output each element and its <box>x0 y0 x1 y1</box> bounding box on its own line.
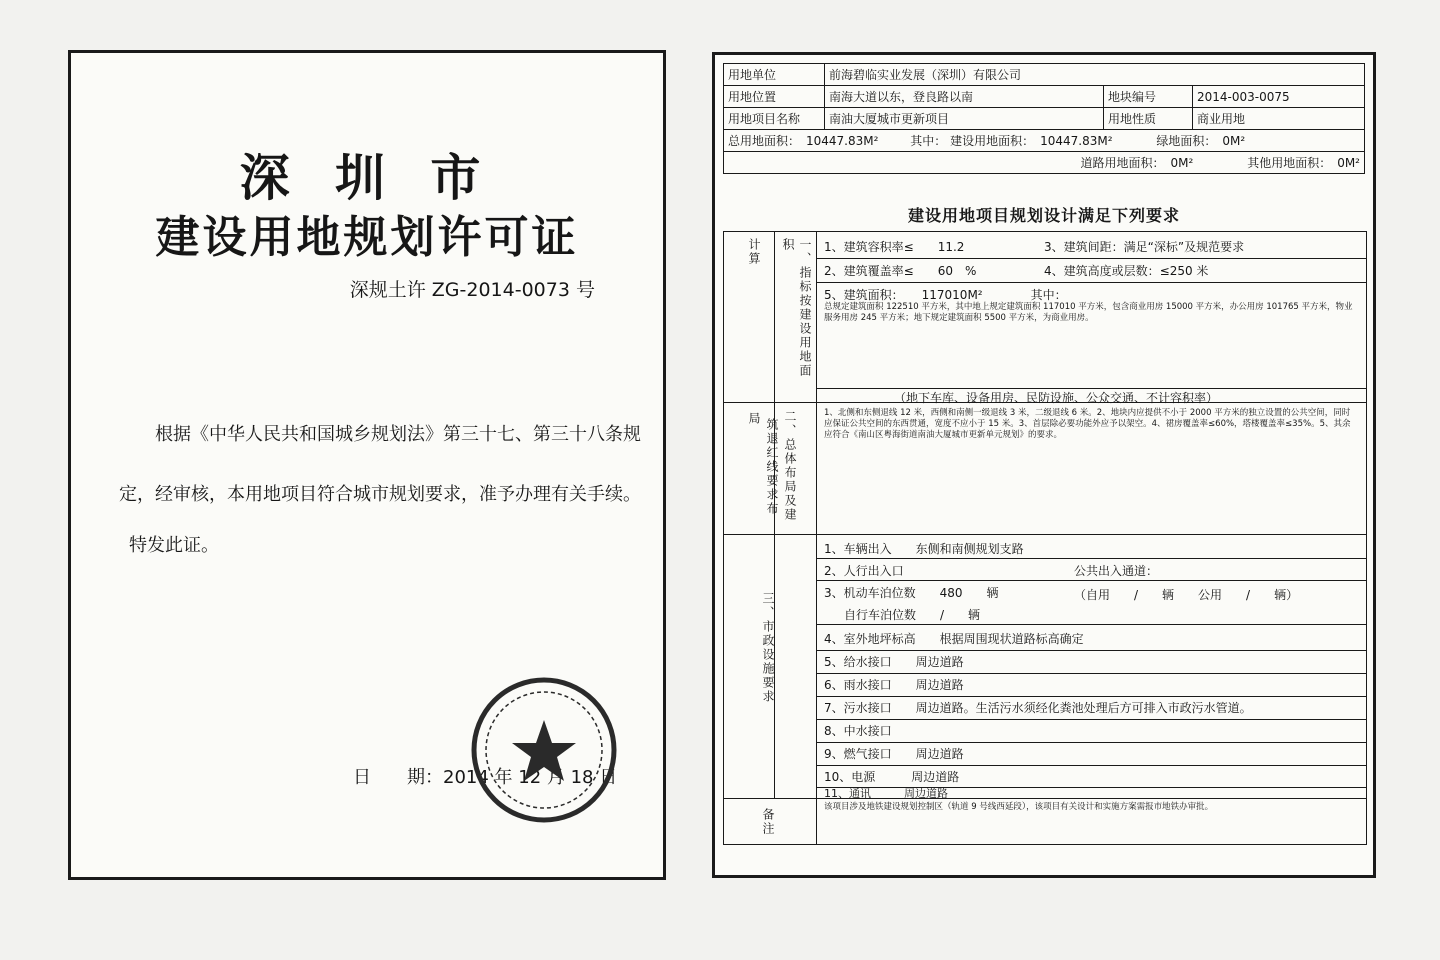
unit-value: 前海碧临实业发展（深圳）有限公司 <box>825 64 1365 86</box>
permit-requirements-page <box>712 52 1376 878</box>
land-info-table <box>723 63 1365 174</box>
permit-title: 建设用地规划许可证 <box>155 212 579 263</box>
gas-row: 9、燃气接口 周边道路 <box>824 747 964 761</box>
layout-detail: 1、北侧和东侧退线 12 米，西侧和南侧一级退线 3 米，二级退线 6 米。2、地块内应提供不小于 2000 平方米的独立设置的公共空间，同时应保证公共空间的东西贯通，宽度不应小于 15 米。3、首层除必要功能外应予以架空。4、裙房覆盖率≤60%，塔楼覆盖率≤35%。5、其余应符合《南山区粤海街道南油大厦城市更新单元规划》的要求。 <box>824 408 1351 440</box>
spacing-row: 3、建筑间距：满足“深标”及规范要求 <box>1044 240 1245 254</box>
requirements-table <box>723 231 1367 845</box>
nature-label: 用地性质 <box>1104 108 1193 130</box>
project-value: 南油大厦城市更新项目 <box>825 108 1104 130</box>
parcel-label: 地块编号 <box>1104 86 1193 108</box>
water-row: 5、给水接口 周边道路 <box>824 655 964 669</box>
other-area: 其他用地面积： 0M² <box>1247 156 1360 170</box>
total-area: 总用地面积： 10447.83M² <box>728 134 879 148</box>
gfa-row: 5、建筑面积： 117010M² 其中： <box>824 288 1067 302</box>
project-label: 用地项目名称 <box>724 108 825 130</box>
area-row <box>724 130 1365 152</box>
parcel-value: 2014-003-0075 <box>1193 86 1365 108</box>
bike-row: 自行车泊位数 / 辆 <box>844 608 981 622</box>
remarks-text: 该项目涉及地铁建设规划控制区（轨道 9 号线西延段），该项目有关设计和实施方案需报市地铁办审批。 <box>824 802 1214 812</box>
category-layout: 局 <box>747 412 761 426</box>
height-row: 4、建筑高度或层数：≤250 米 <box>1044 264 1209 278</box>
parking-detail: （自用 / 辆 公用 / 辆） <box>1074 588 1299 602</box>
green-area: 绿地面积： 0M² <box>1156 134 1246 148</box>
date-label: 日 期： <box>353 767 443 788</box>
sub-layout-a: 二、总体布局及建 <box>783 410 797 522</box>
sub-indicators: 一、指标按建设用地面积 <box>781 238 812 378</box>
date-value: 2014 年 12 月 18 日 <box>443 767 618 788</box>
pedestrian-row: 2、人行出入口 <box>824 564 904 578</box>
category-calc: 计算 <box>747 238 761 266</box>
exclude-note: （地下车库、设备用房、民防设施、公众交通、不计容积率） <box>894 391 1219 405</box>
city-title: 深 圳 市 <box>239 149 495 207</box>
ground-level-row: 4、室外地坪标高 根据周围现状道路标高确定 <box>824 632 1084 646</box>
requirements-title: 建设用地项目规划设计满足下列要求 <box>907 206 1180 225</box>
location-label: 用地位置 <box>724 86 825 108</box>
vehicle-row: 1、车辆出入 东侧和南侧规划支路 <box>824 542 1024 556</box>
nature-value: 商业用地 <box>1193 108 1365 130</box>
build-area: 建设用地面积： 10447.83M² <box>950 134 1113 148</box>
issue-statement: 特发此证。 <box>129 535 219 556</box>
public-passage: 公共出入通道： <box>1074 564 1159 578</box>
parking-row: 3、机动车泊位数 480 辆 <box>824 586 999 600</box>
location-value: 南海大道以东，登良路以南 <box>825 86 1104 108</box>
rain-row: 6、雨水接口 周边道路 <box>824 678 964 692</box>
permit-cover-page <box>68 50 666 880</box>
telecom-row: 11、通讯 周边道路 <box>824 787 948 800</box>
gfa-detail: 总规定建筑面积 122510 平方米，其中地上规定建筑面积 117010 平方米，包含商业用房 15000 平方米，办公用房 101765 平方米，物业服务用房 245 平方米；地下规定建筑面积 5500 平方米，为商业用房。 <box>824 302 1353 323</box>
road-area: 道路用地面积： 0M² <box>1080 156 1194 170</box>
power-row: 10、电源 周边道路 <box>824 770 960 784</box>
among-label: 其中： <box>910 134 947 148</box>
reclaimed-water-row: 8、中水接口 <box>824 724 892 738</box>
category-municipal: 三、市政设施要求 <box>761 592 775 704</box>
official-seal-star-icon <box>469 675 619 825</box>
remarks-label: 备注 <box>761 808 775 836</box>
permit-number: 深规土许 ZG-2014-0073 号 <box>349 279 595 301</box>
sewage-row: 7、污水接口 周边道路。生活污水须经化粪池处理后方可排入市政污水管道。 <box>824 701 1252 715</box>
sub-layout-b: 筑退红线要求布 <box>765 418 779 516</box>
far-row: 1、建筑容积率≤ 11.2 <box>824 240 965 254</box>
road-area-row <box>724 152 1365 174</box>
permit-body-text: 根据《中华人民共和国城乡规划法》第三十七、第三十八条规定，经审核，本用地项目符合城市规划要求，准予办理有关手续。 <box>119 424 641 505</box>
coverage-row: 2、建筑覆盖率≤ 60 % <box>824 264 977 278</box>
unit-label: 用地单位 <box>724 64 825 86</box>
